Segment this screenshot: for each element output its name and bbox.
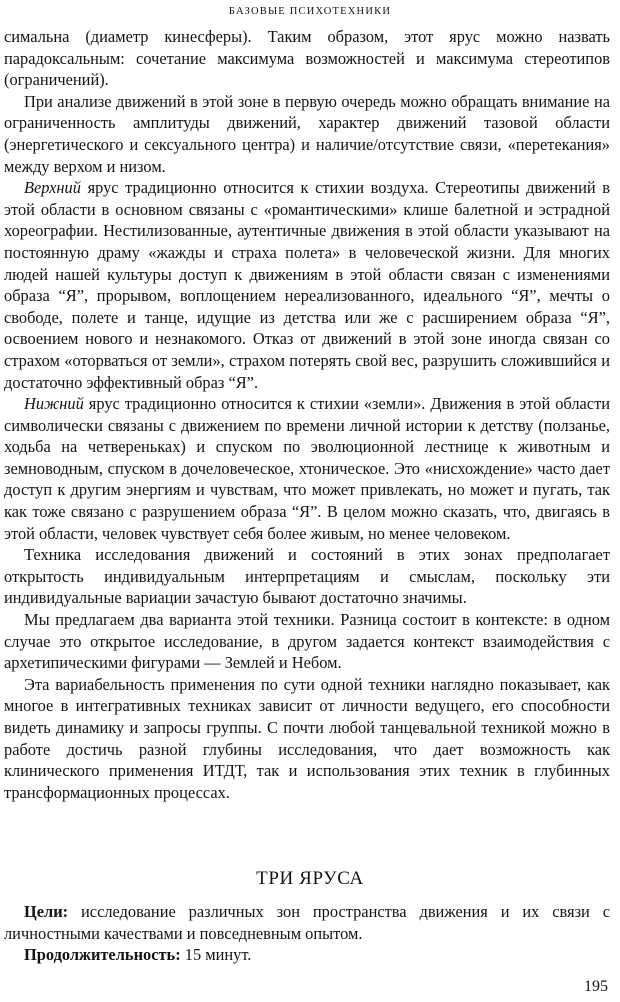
paragraph-text: ярус традиционно относится к стихии воздуха. Стереотипы движений в этой области в основном связаны с «романтическими» клише балетной и эстрадной хореографии. Нестилизованные, аутентичные движения в этой области указывают на постоянную драму «жажды и страха полета» в человеческой жизни. Для многих людей нашей культуры доступ к движениям в этой области связан с изменениями образа “Я”, прорывом, воплощением нереализованного, идеального “Я”, мечты о свободе, полете и танце, идущие из детства или же с расширением образа “Я”, освоением нового и незнакомого. Отказ от движений в этой зоне иногда связан со страхом «оторваться от земли», страхом потерять свой вес, разрушить сложившийся и достаточно эффективный образ “Я”.: [4, 178, 610, 392]
section-title: ТРИ ЯРУСА: [256, 868, 364, 889]
paragraph-lead: Верхний: [24, 178, 81, 198]
paragraph-lead: Нижний: [24, 394, 84, 414]
paragraph: [4, 674, 610, 804]
technique-meta: [4, 901, 610, 966]
paragraph-text: симальна (диаметр кинесферы). Таким образом, этот ярус можно назвать парадоксальным: сочетание максимума возможностей и максимума стереотипов (ограничений).: [4, 27, 610, 90]
paragraph: [4, 91, 610, 177]
paragraph-text: ярус традиционно относится к стихии «земли». Движения в этой области символически связаны с движением по времени личной истории к детству (ползанье, ходьба на четвереньках) и спуском по эволюционной лестнице к животным и земноводным, спуском в дочеловеческое, хтоническое. Это «нисхождение» часто дает доступ к другим энергиям и чувствам, что может привлекать, но может и пугать, так как тоже связано с разрушением образа “Я”. В целом можно сказать, что, двигаясь в этой области, человек чувствует себя более живым, но менее человеком.: [4, 394, 610, 543]
paragraph: [4, 393, 610, 544]
paragraph: [4, 544, 610, 609]
body-text: [4, 26, 610, 803]
goal-line: [4, 901, 610, 944]
paragraph-text: Эта вариабельность применения по сути одной техники наглядно показывает, как многое в интегративных техниках зависит от личности ведущего, его способности видеть динамику и запросы группы. С почти любой танцевальной техникой можно в работе достичь разной глубины исследования, что дает возможность как клинического применения ИТДТ, так и использования этих техник в глубинных трансформационных процессах.: [4, 674, 610, 802]
paragraph: [4, 26, 610, 91]
paragraph-text: При анализе движений в этой зоне в первую очередь можно обращать внимание на ограниченность амплитуды движений, характер движений тазовой области (энергетического и сексуального центра) и наличие/отсутствие связи, «перетекания» между верхом и низом.: [4, 91, 610, 176]
paragraph-text: Мы предлагаем два варианта этой техники. Разница состоит в контексте: в одном случае это открытое исследование, в другом задается контекст взаимодействия с архетипическими фигурами — Землей и Небом.: [4, 610, 610, 673]
paragraph: [4, 177, 610, 393]
paragraph: [4, 609, 610, 674]
duration-label: Продолжительность:: [24, 945, 181, 965]
goal-text: исследование различных зон пространства движения и их связи с личностными качествами и повседневным опытом.: [4, 902, 610, 943]
running-header: БАЗОВЫЕ ПСИХОТЕХНИКИ: [228, 6, 392, 17]
duration-text: 15 минут.: [180, 945, 252, 965]
goal-label: Цели:: [24, 902, 69, 921]
page-number: 195: [584, 978, 608, 995]
paragraph-text: Техника исследования движений и состояний в этих зонах предполагает открытость индивидуальным интерпретациям и смыслам, поскольку эти индивидуальные вариации зачастую бывают достаточно значимы.: [4, 545, 610, 608]
duration-line: [4, 944, 610, 966]
